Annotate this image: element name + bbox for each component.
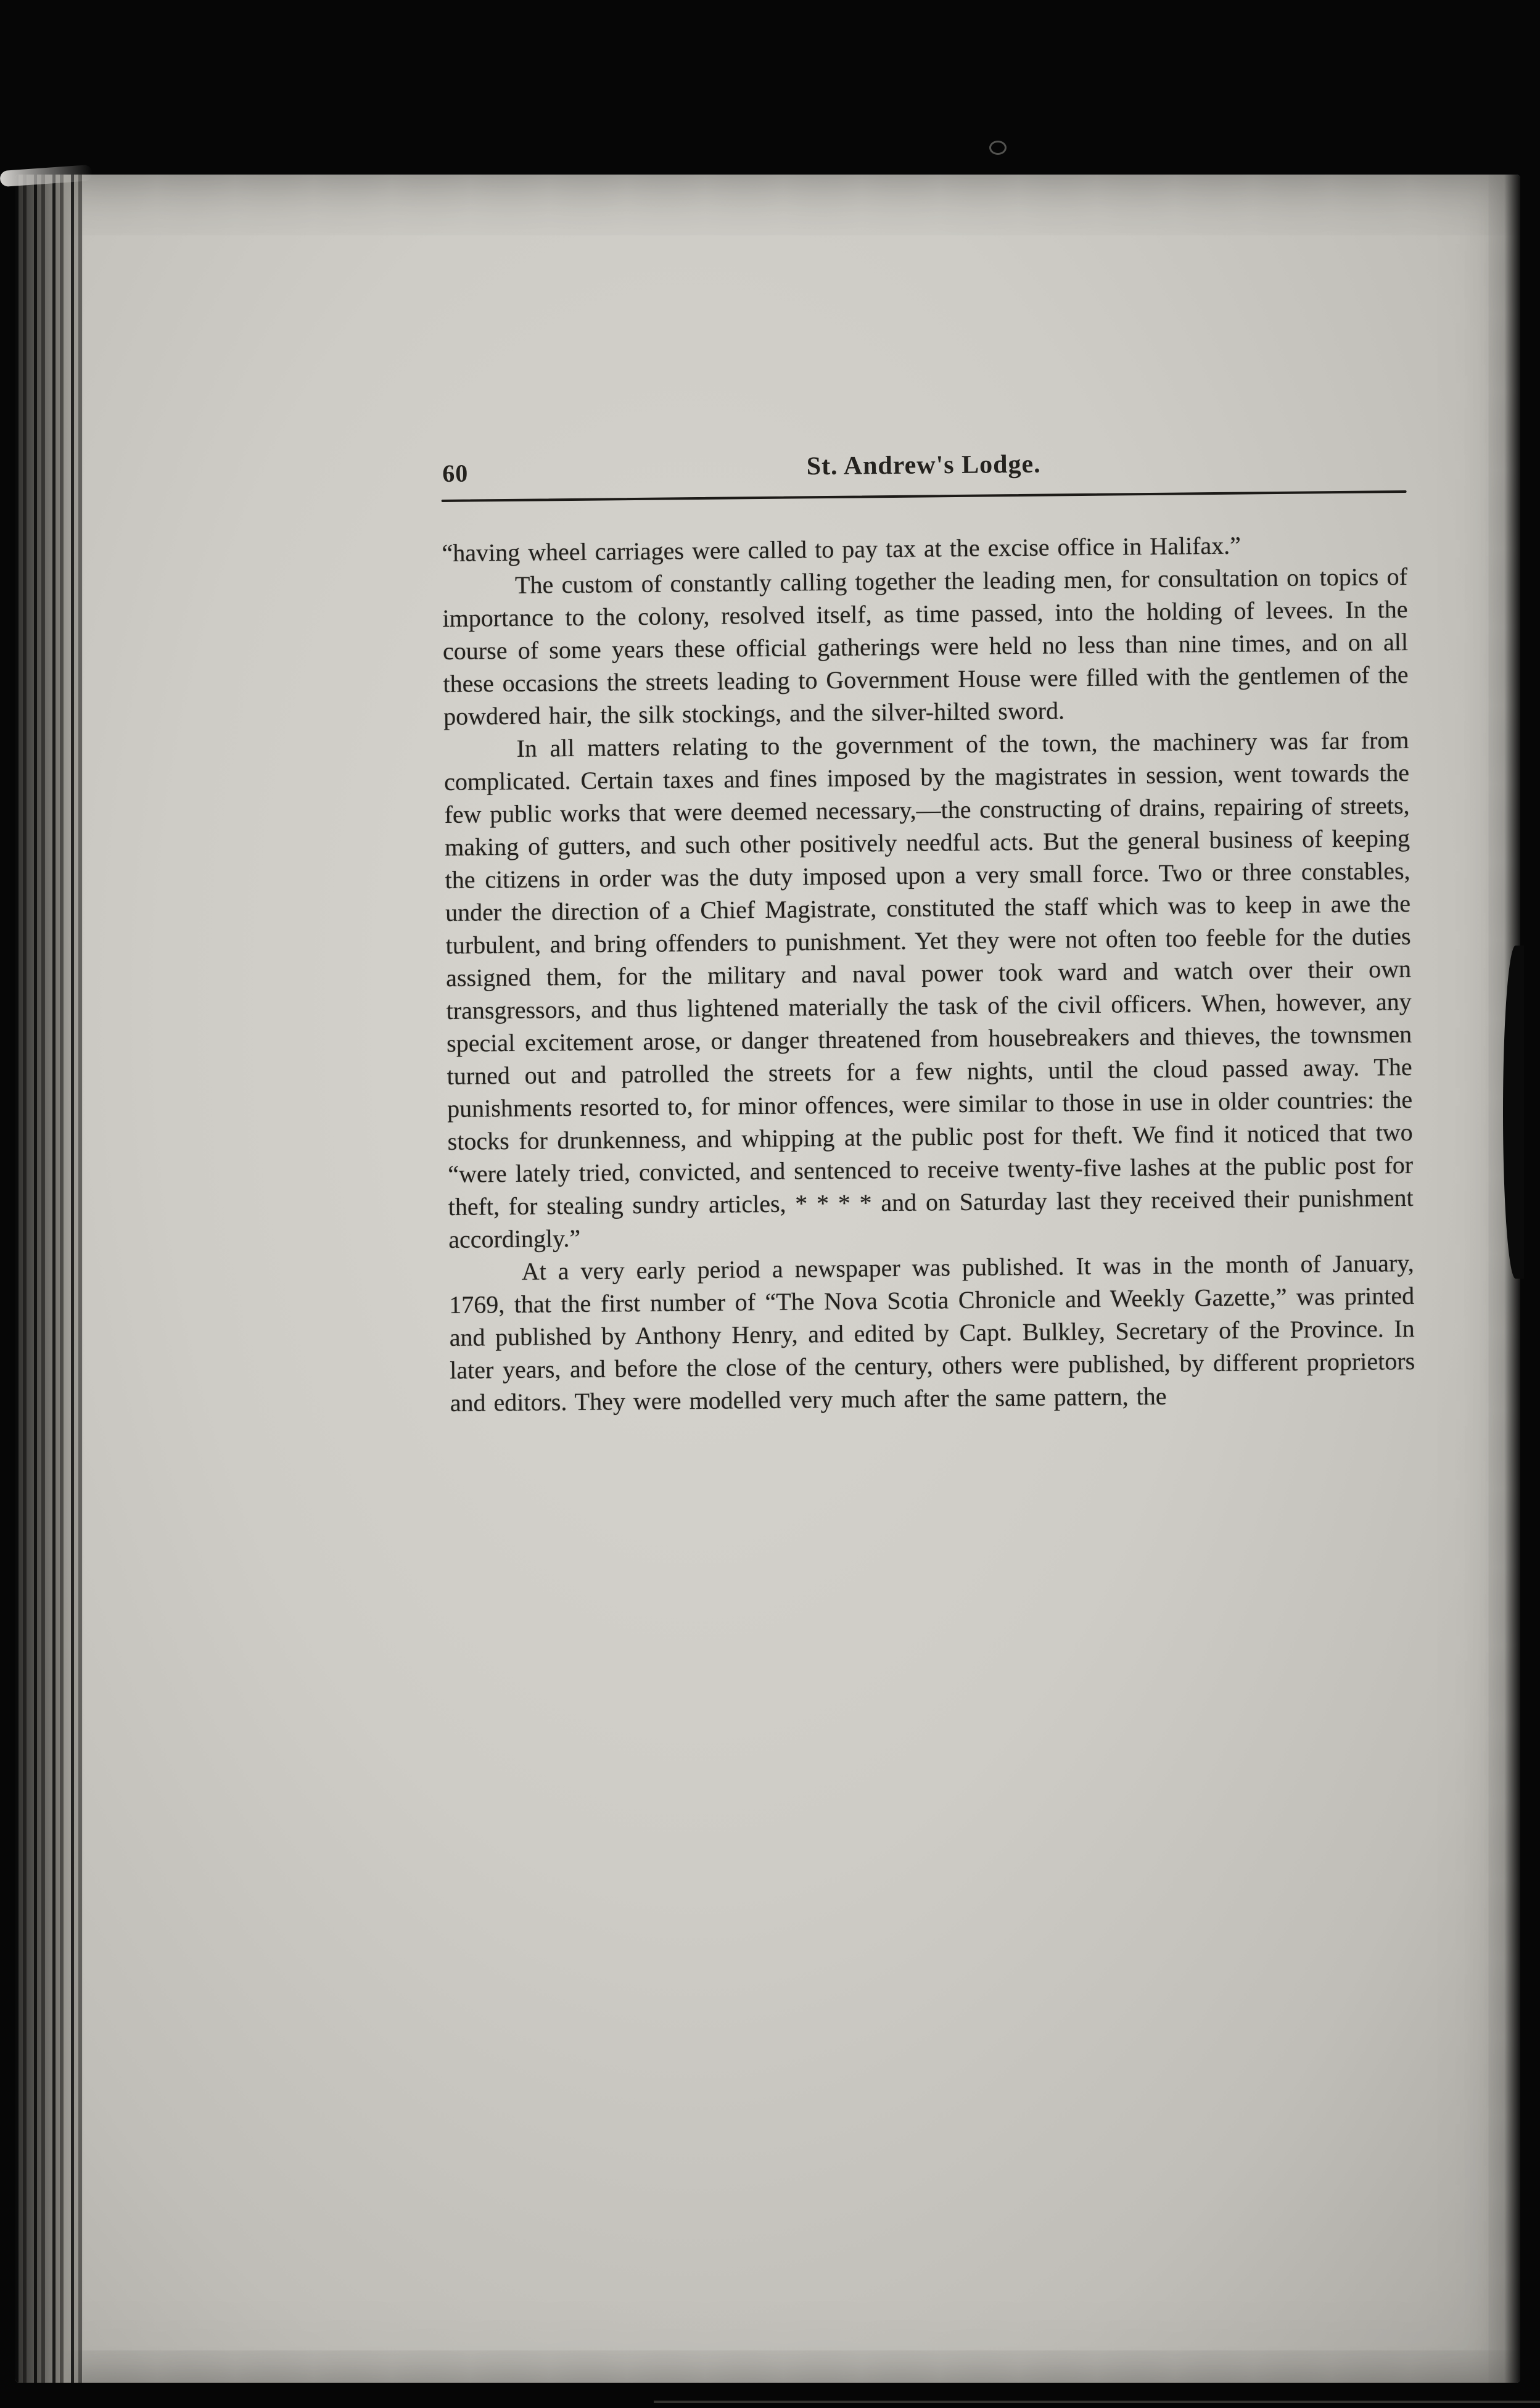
paragraph: “having wheel carriages were called to pay tax at the excise office in Halifax.” bbox=[442, 531, 1241, 567]
paragraph: The custom of constantly calling together the leading men, for consultation on topics of importance to the colony, resolved itself, as time passed, into the holding of levees. In the course of some years these official gatherings were held no less than nine times, and on all these occasions the streets leading to Government House were filled with the gentlemen of the powdered hair, the silk stockings, and the silver-hilted sword. bbox=[442, 562, 1409, 730]
book-spine-edges bbox=[15, 175, 83, 2383]
page-right-edge-shadow bbox=[1504, 175, 1520, 2383]
running-title: St. Andrew's Lodge. bbox=[806, 450, 1041, 481]
scan-artifact-ring bbox=[989, 141, 1007, 155]
scan-artifact-bottom-line bbox=[654, 2401, 1540, 2403]
book-page bbox=[15, 175, 1520, 2383]
page-header bbox=[441, 446, 1406, 490]
scan-artifact-right-notch bbox=[1503, 946, 1524, 1279]
page-number: 60 bbox=[442, 459, 469, 487]
header-rule bbox=[442, 490, 1407, 502]
page-content bbox=[441, 446, 1415, 1419]
paragraph: At a very early period a newspaper was published. It was in the month of January, 1769, that the first number of “The Nova Scotia Chronicle and Weekly Gazette,” was printed and published by Anthony Henry, and edited by Capt. Bulkley, Secretary of the Province. In later years, and before the close of the century, others were published, by different proprietors and editors. They were modelled very much after the same pattern, the bbox=[449, 1248, 1415, 1417]
paragraph: In all matters relating to the government of the town, the machinery was far from complicated. Certain taxes and fines imposed by the magistrates in session, went towards the few public works that were deemed necessary,—the constructing of drains, repairing of streets, making of gutters, and such other positively needful acts. But the general business of keeping the citizens in order was the duty imposed upon a very small force. Two or three constables, under the direction of a Chief Magistrate, constituted the staff which was to keep in awe the turbulent, and bring offenders to punishment. Yet they were not often too feeble for the duties assigned them, for the military and naval power took ward and watch over their own transgressors, and thus lightened materially the task of the civil officers. When, however, any special excitement arose, or danger threatened from housebreakers and thieves, the townsmen turned out and patrolled the streets for a few nights, until the cloud passed away. The punishments resorted to, for minor offences, were similar to those in use in older countries: the stocks for drunkenness, and whipping at the public post for theft. We find it noticed that two “were lately tried, convicted, and sentenced to receive twenty-five lashes at the public post for theft, for stealing sundry articles, * * * * and on Saturday last they received their punishment accordingly.” bbox=[443, 725, 1414, 1253]
text-block bbox=[442, 527, 1415, 1419]
